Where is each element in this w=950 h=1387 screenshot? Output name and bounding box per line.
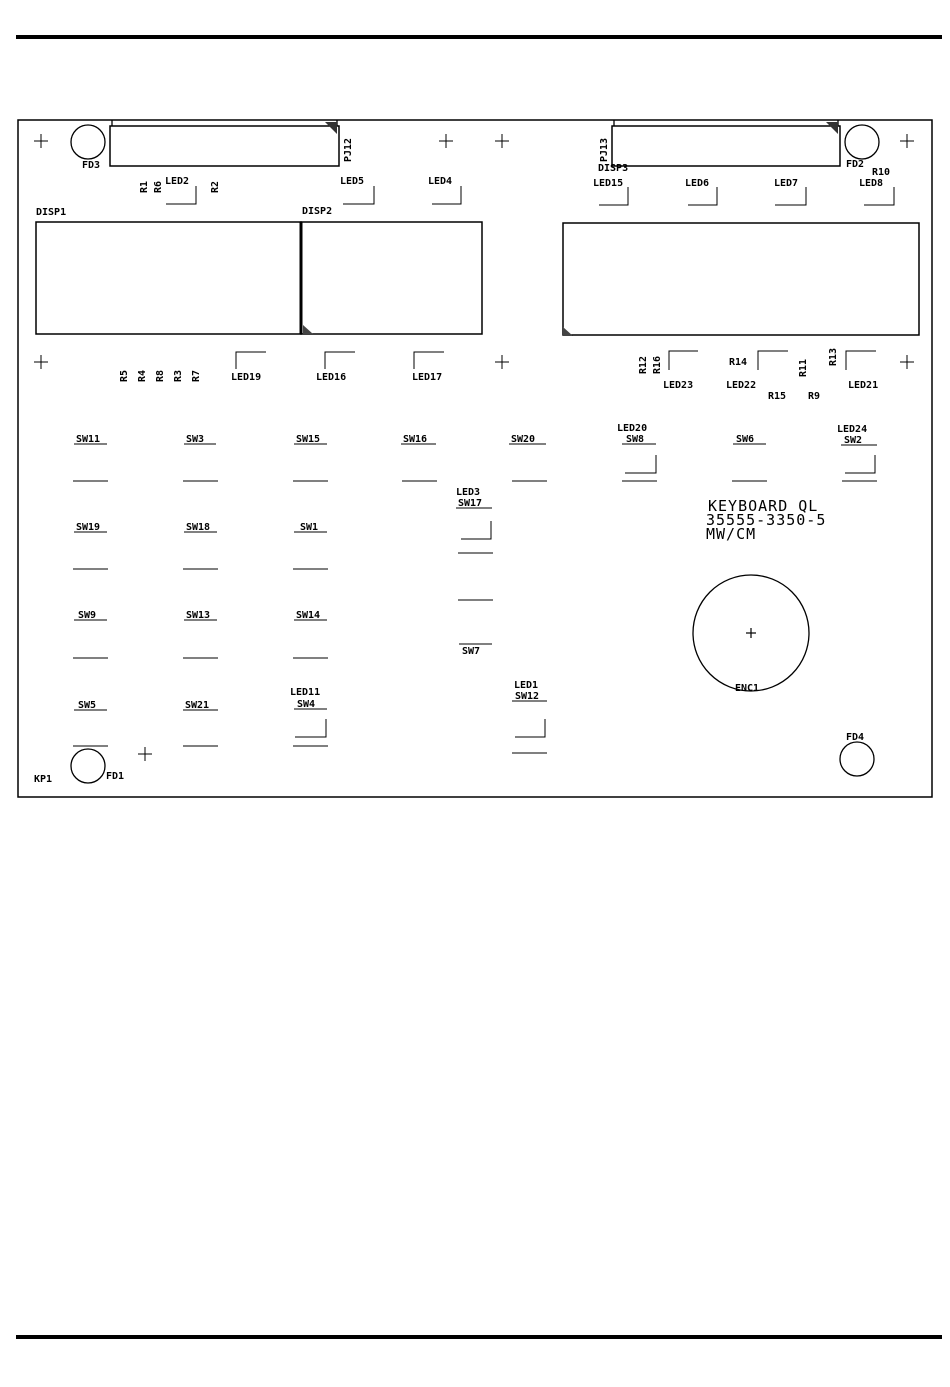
crosshair-icon [900, 355, 914, 369]
label-sw6: SW6 [736, 434, 755, 445]
crosshair-markers [34, 134, 914, 761]
encoder-enc1 [693, 575, 809, 691]
label-led15: LED15 [593, 178, 624, 189]
label-led23: LED23 [663, 380, 694, 391]
label-disp1: DISP1 [36, 207, 67, 218]
label-disp3: DISP3 [598, 163, 629, 174]
label-r5: R5 [119, 369, 130, 382]
label-led19: LED19 [231, 372, 262, 383]
label-led8: LED8 [859, 178, 884, 189]
led19-footprint [236, 352, 266, 369]
label-sw7: SW7 [462, 646, 481, 657]
fiducial-fd4-circle [840, 742, 874, 776]
label-pj12: PJ12 [343, 137, 354, 162]
label-sw18: SW18 [186, 522, 211, 533]
crosshair-icon [439, 134, 453, 148]
label-r16: R16 [652, 355, 663, 374]
label-sw9: SW9 [78, 610, 97, 621]
label-r9: R9 [808, 391, 821, 402]
label-led2: LED2 [165, 176, 190, 187]
label-sw3: SW3 [186, 434, 205, 445]
led-footprints [166, 186, 894, 737]
label-r15: R15 [768, 391, 787, 402]
label-r7: R7 [191, 369, 202, 382]
label-led16: LED16 [316, 372, 347, 383]
label-led7: LED7 [774, 178, 799, 189]
led11-footprint [295, 719, 326, 737]
label-fd4: FD4 [846, 732, 865, 743]
led3-footprint [461, 521, 491, 539]
label-sw13: SW13 [186, 610, 211, 621]
led1-footprint [515, 719, 545, 737]
label-sw4: SW4 [297, 699, 316, 710]
connector-pj13 [612, 120, 840, 166]
drawing-title-line1: KEYBOARD QL [708, 497, 819, 515]
label-sw2: SW2 [844, 435, 863, 446]
led21-footprint [846, 351, 876, 370]
label-sw20: SW20 [511, 434, 536, 445]
label-r8: R8 [155, 369, 166, 382]
display-disp1-outline [36, 222, 301, 334]
label-sw8: SW8 [626, 434, 645, 445]
label-led21: LED21 [848, 380, 879, 391]
led7-footprint [775, 187, 806, 205]
label-led22: LED22 [726, 380, 757, 391]
label-sw17: SW17 [458, 498, 483, 509]
led6-footprint [688, 187, 717, 205]
led8-footprint [864, 187, 894, 205]
label-r11: R11 [798, 358, 809, 377]
led24-footprint [845, 455, 875, 473]
led4-footprint [432, 186, 461, 204]
drawing-title-line2: 35555-3350-5 [706, 511, 827, 529]
label-led17: LED17 [412, 372, 443, 383]
label-r1: R1 [139, 180, 150, 193]
label-led5: LED5 [340, 176, 365, 187]
connector-pj12 [110, 120, 339, 166]
label-led4: LED4 [428, 176, 453, 187]
label-r4: R4 [137, 369, 148, 382]
label-sw11: SW11 [76, 434, 101, 445]
label-sw12: SW12 [515, 691, 540, 702]
label-r6: R6 [153, 180, 164, 193]
label-r12: R12 [638, 355, 649, 374]
label-r10: R10 [872, 167, 891, 178]
drawing-title-line3: MW/CM [706, 525, 757, 543]
label-kp1: KP1 [34, 774, 53, 785]
label-disp2: DISP2 [302, 206, 333, 217]
label-fd3: FD3 [82, 160, 101, 171]
led16-footprint [325, 352, 355, 369]
display-disp3-outline [563, 223, 919, 336]
label-enc1: ENC1 [735, 683, 760, 694]
fiducial-fd2-circle [845, 125, 879, 159]
label-led20: LED20 [617, 423, 648, 434]
label-pj13: PJ13 [599, 137, 610, 162]
label-sw5: SW5 [78, 700, 97, 711]
label-sw21: SW21 [185, 700, 210, 711]
fiducial-fd1-circle [71, 749, 105, 783]
label-led11: LED11 [290, 687, 321, 698]
label-led6: LED6 [685, 178, 710, 189]
label-led1: LED1 [514, 680, 539, 691]
label-fd1: FD1 [106, 771, 125, 782]
label-r14: R14 [729, 357, 748, 368]
label-sw1: SW1 [300, 522, 319, 533]
crosshair-icon [34, 134, 48, 148]
label-sw16: SW16 [403, 434, 428, 445]
led20-footprint [625, 455, 656, 473]
label-sw19: SW19 [76, 522, 101, 533]
crosshair-icon [495, 134, 509, 148]
display-disp2-outline [301, 222, 482, 334]
crosshair-icon [495, 355, 509, 369]
label-sw14: SW14 [296, 610, 321, 621]
crosshair-icon [34, 355, 48, 369]
led23-footprint [669, 351, 698, 370]
label-fd2: FD2 [846, 159, 865, 170]
label-led24: LED24 [837, 424, 868, 435]
led2-footprint [166, 186, 196, 204]
label-r13: R13 [828, 347, 839, 366]
led22-footprint [758, 351, 788, 370]
crosshair-icon [138, 747, 152, 761]
fiducial-fd3-circle [71, 125, 105, 159]
led15-footprint [599, 187, 628, 205]
led5-footprint [343, 186, 374, 204]
label-led3: LED3 [456, 487, 481, 498]
crosshair-icon [900, 134, 914, 148]
led17-footprint [414, 352, 444, 369]
label-r2: R2 [210, 180, 221, 193]
switch-labels [74, 434, 877, 711]
label-r3: R3 [173, 369, 184, 382]
label-sw15: SW15 [296, 434, 321, 445]
